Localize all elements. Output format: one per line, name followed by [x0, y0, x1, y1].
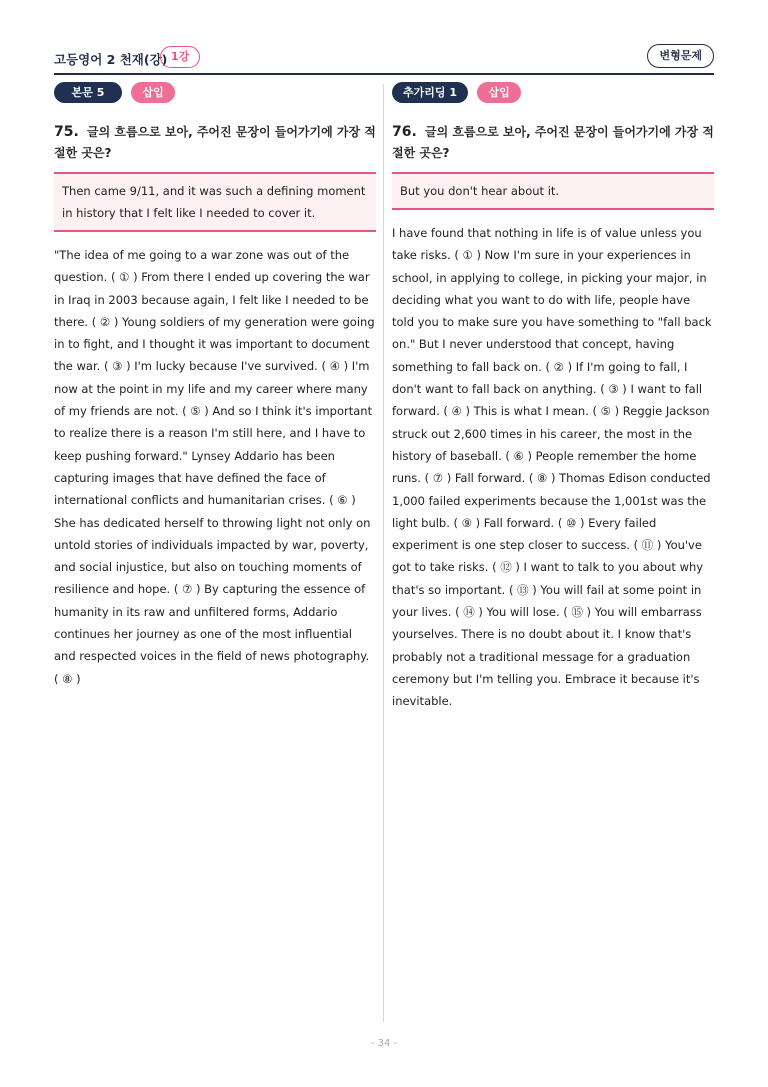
question-number: 76.	[392, 124, 417, 140]
tag-row	[392, 82, 714, 104]
question-76	[392, 82, 714, 713]
question-text: 글의 흐름으로 보아, 주어진 문장이 들어가기에 가장 적절한 곳은?	[54, 125, 376, 160]
type-tag: 삽입	[131, 82, 175, 103]
source-tag: 본문 5	[54, 82, 122, 103]
question-number: 75.	[54, 124, 79, 140]
book-title: 고등영어 2 천재(강)	[54, 52, 168, 67]
type-tag: 삽입	[477, 82, 521, 103]
question-title	[392, 122, 714, 164]
column-divider	[383, 84, 384, 1022]
given-sentence-box: But you don't hear about it.	[392, 172, 714, 210]
passage-text: I have found that nothing in life is of value unless you take risks. ( ① ) Now I'm sure in your experiences in school, in applying to college, in picking your major, in deciding what you want to do with life, people have told you to make sure you have something to "fall back on." But I never understood that concept, having something to fall back on. ( ② ) If I'm going to fall, I don't want to fall back on anything. ( ③ ) I want to fall forward. ( ④ ) This is what I mean. ( ⑤ ) Reggie Jackson struck out 2,600 times in his career, the most in the history of baseball. ( ⑥ ) People remember the home runs. ( ⑦ ) Fall forward. ( ⑧ ) Thomas Edison conducted 1,000 failed experiments because the 1,001st was the light bulb. ( ⑨ ) Fall forward. ( ⑩ ) Every failed experiment is one step closer to success. ( ⑪ ) You've got to take risks. ( ⑫ ) I want to talk to you about why that's so important. ( ⑬ ) You will fail at some point in your lives. ( ⑭ ) You will lose. ( ⑮ ) You will embarrass yourselves. There is no doubt about it. I know that's probably not a traditional message for a graduation ceremony but I'm telling you. Embrace it because it's inevitable.	[392, 226, 712, 709]
source-tag: 추가리딩 1	[392, 82, 468, 103]
page-number: - 34 -	[370, 1038, 398, 1049]
question-75	[54, 82, 376, 690]
question-text: 글의 흐름으로 보아, 주어진 문장이 들어가기에 가장 적절한 곳은?	[392, 125, 714, 160]
question-title	[54, 122, 376, 164]
type-badge: 변형문제	[647, 44, 714, 68]
lesson-badge: 1강	[160, 46, 200, 68]
header-rule	[54, 73, 714, 75]
given-sentence-box: Then came 9/11, and it was such a defining moment in history that I felt like I needed to cover it.	[54, 172, 376, 232]
passage-text: "The idea of me going to a war zone was out of the question. ( ① ) From there I ended up covering the war in Iraq in 2003 because again, I felt like I needed to be there. ( ② ) Young soldiers of my generation were going in to fight, and I thought it was important to document the war. ( ③ ) I'm lucky because I've survived. ( ④ ) I'm now at the point in my life and my career where many of my friends are not. ( ⑤ ) And so I think it's important to realize there is a reason I'm still here, and I have to keep pushing forward." Lynsey Addario has been capturing images that have defined the face of international conflicts and humanitarian crises. ( ⑥ ) She has dedicated herself to throwing light not only on untold stories of individuals impacted by war, poverty, and social injustice, but also on touching moments of resilience and hope. ( ⑦ ) By capturing the essence of humanity in its raw and unfiltered forms, Addario continues her journey as one of the most influential and respected voices in the field of news photography. ( ⑧ )	[54, 248, 375, 686]
tag-row	[54, 82, 376, 104]
page-header	[54, 44, 714, 74]
